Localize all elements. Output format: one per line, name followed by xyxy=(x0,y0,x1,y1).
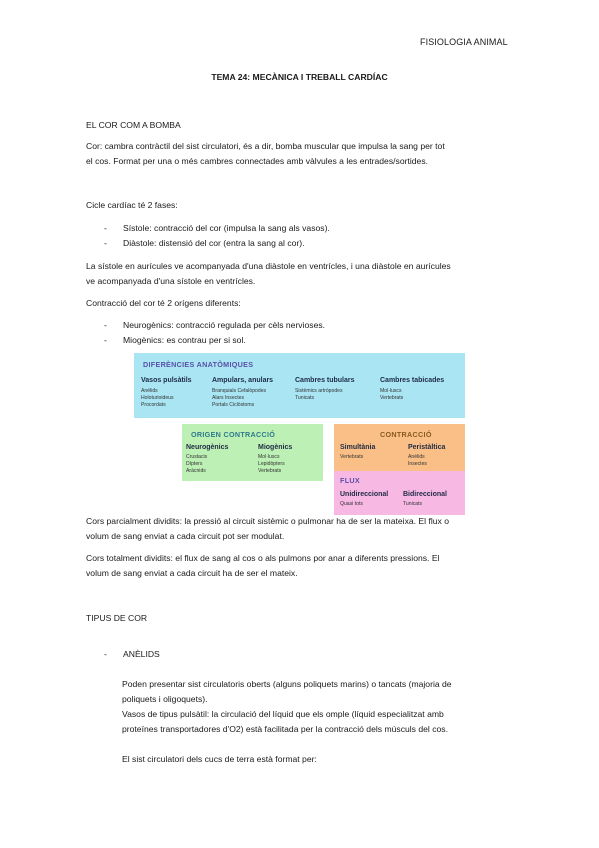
paragraph-totalment-line-1: Cors totalment dividits: el flux de sang al cos o als pulmons por anar a diferents pressions. El xyxy=(86,553,440,563)
column-item: Procordats xyxy=(141,402,166,408)
paragraph-cor-line-2: el cos. Format per una o més cambres connectades amb vàlvules a les entrades/sortides. xyxy=(86,156,429,166)
column-heading: Cambres tubulars xyxy=(295,377,355,384)
column-heading: Ampulars, anulars xyxy=(212,377,274,384)
column-item: Aràcnids xyxy=(186,468,206,474)
column-item: Mol·luscs xyxy=(258,454,280,460)
paragraph-vasos-line-1: Vasos de tipus pulsàtil: la circulació del líquid que els omple (líquid especialitzat amb xyxy=(122,709,444,719)
paragraph-sistole-line-1: La sístole en aurícules ve acompanyada d'una diàstole en ventrícles, i una diàstole en aurícules xyxy=(86,261,451,271)
column-item: Dípters xyxy=(186,461,203,467)
list-item-text: Neurogènics: contracció regulada per cèls nervioses. xyxy=(123,320,326,330)
column-heading: Simultània xyxy=(340,444,376,451)
column-item: Branquials Cefalòpodes xyxy=(212,388,267,394)
bullet-dash: - xyxy=(104,238,107,248)
list-item xyxy=(104,647,304,662)
list-item-text: Miogènics: es contrau per si sol. xyxy=(123,335,246,345)
paragraph-parcialment-line-2: volum de sang enviat a cada circuit pot ser modulat. xyxy=(86,531,285,541)
heart-classification-diagram xyxy=(134,353,465,515)
list-item-text: Sístole: contracció del cor (impulsa la sang als vasos). xyxy=(123,223,330,233)
document-title: TEMA 24: MECÀNICA I TREBALL CARDÍAC xyxy=(211,72,388,82)
bullet-dash: - xyxy=(104,223,107,233)
paragraph-anelids-line-1: Poden presentar sist circulatoris oberts (alguns poliquets marins) o tancats (majoria de xyxy=(122,679,452,689)
column-heading: Bidireccional xyxy=(403,491,447,498)
column-heading: Vasos pulsàtils xyxy=(141,377,192,384)
column-item: Insectes xyxy=(408,461,427,467)
document-header-subject: FISIOLOGIA ANIMAL xyxy=(420,37,508,47)
paragraph-parcialment-line-1: Cors parcialment dividits: la pressió al circuit sistèmic o pulmonar ha de ser la mateixa. El flux o xyxy=(86,516,449,526)
bullet-dash: - xyxy=(104,320,107,330)
contraction-type-box xyxy=(334,424,465,471)
section-heading-tipus-cor: TIPUS DE COR xyxy=(86,613,148,623)
list-item xyxy=(104,221,404,236)
list-item xyxy=(104,318,404,333)
column-item: Vertebrats xyxy=(258,468,282,474)
column-item: Anèlids xyxy=(141,388,158,394)
column-item: Tunicats xyxy=(295,395,315,401)
paragraph-anelids-line-2: poliquets i oligoquets). xyxy=(122,694,208,704)
paragraph-cucs-terra: El sist circulatori dels cucs de terra està format per: xyxy=(122,754,317,764)
anatomical-differences-box xyxy=(134,353,465,418)
bullet-dash: - xyxy=(104,649,107,659)
paragraph-sistole-line-2: ve acompanyada d'una sístole en ventrícles. xyxy=(86,276,256,286)
flow-direction-title: FLUX xyxy=(340,476,360,485)
column-item: Quasi tots xyxy=(340,501,363,507)
paragraph-totalment-line-2: volum de sang enviat a cada circuit ha de ser el mateix. xyxy=(86,568,298,578)
list-item-text: Diàstole: distensió del cor (entra la sang al cor). xyxy=(123,238,305,248)
column-heading: Unidireccional xyxy=(340,491,389,498)
column-item: Vertebrats xyxy=(340,454,364,460)
contraction-type-title: CONTRACCIÓ xyxy=(380,430,432,439)
column-item: Anèlids xyxy=(408,454,425,460)
column-heading: Peristàltica xyxy=(408,444,446,451)
column-item: Holoturioideus xyxy=(141,395,174,401)
contraction-origin-title: ORIGEN CONTRACCIÓ xyxy=(191,430,276,439)
column-item: Tunicats xyxy=(403,501,423,507)
column-item: Vertebrats xyxy=(380,395,404,401)
column-item: Sistèmics artròpodes xyxy=(295,388,343,394)
column-heading: Cambres tabicades xyxy=(380,377,445,384)
paragraph-contraccio-origens: Contracció del cor té 2 orígens diferents: xyxy=(86,298,241,308)
column-item: Portals Ciclòstoms xyxy=(212,402,255,408)
list-item-text: ANÈLIDS xyxy=(123,649,160,659)
column-item: Mol·luscs xyxy=(380,388,402,394)
flow-direction-box xyxy=(334,471,465,515)
list-item xyxy=(104,236,404,251)
list-item xyxy=(104,333,404,348)
column-item: Crustacis xyxy=(186,454,208,460)
paragraph-vasos-line-2: proteïnes transportadores d'O2) està facilitada per la contracció dels músculs del cos. xyxy=(122,724,448,734)
column-heading: Neurogènics xyxy=(186,444,229,451)
bullet-dash: - xyxy=(104,335,107,345)
paragraph-cicle-cardiac: Cicle cardíac té 2 fases: xyxy=(86,200,178,210)
anatomical-differences-title: DIFERÈNCIES ANATÒMIQUES xyxy=(143,360,254,369)
section-heading-cor-bomba: EL COR COM A BOMBA xyxy=(86,120,181,130)
paragraph-cor-line-1: Cor: cambra contràctil del sist circulatori, és a dir, bomba muscular que impulsa la sang per tot xyxy=(86,141,445,151)
column-item: Lepidòpters xyxy=(258,461,285,467)
column-heading: Miogènics xyxy=(258,444,293,451)
contraction-origin-box xyxy=(182,424,323,481)
column-item: Alars Insectes xyxy=(212,395,244,401)
